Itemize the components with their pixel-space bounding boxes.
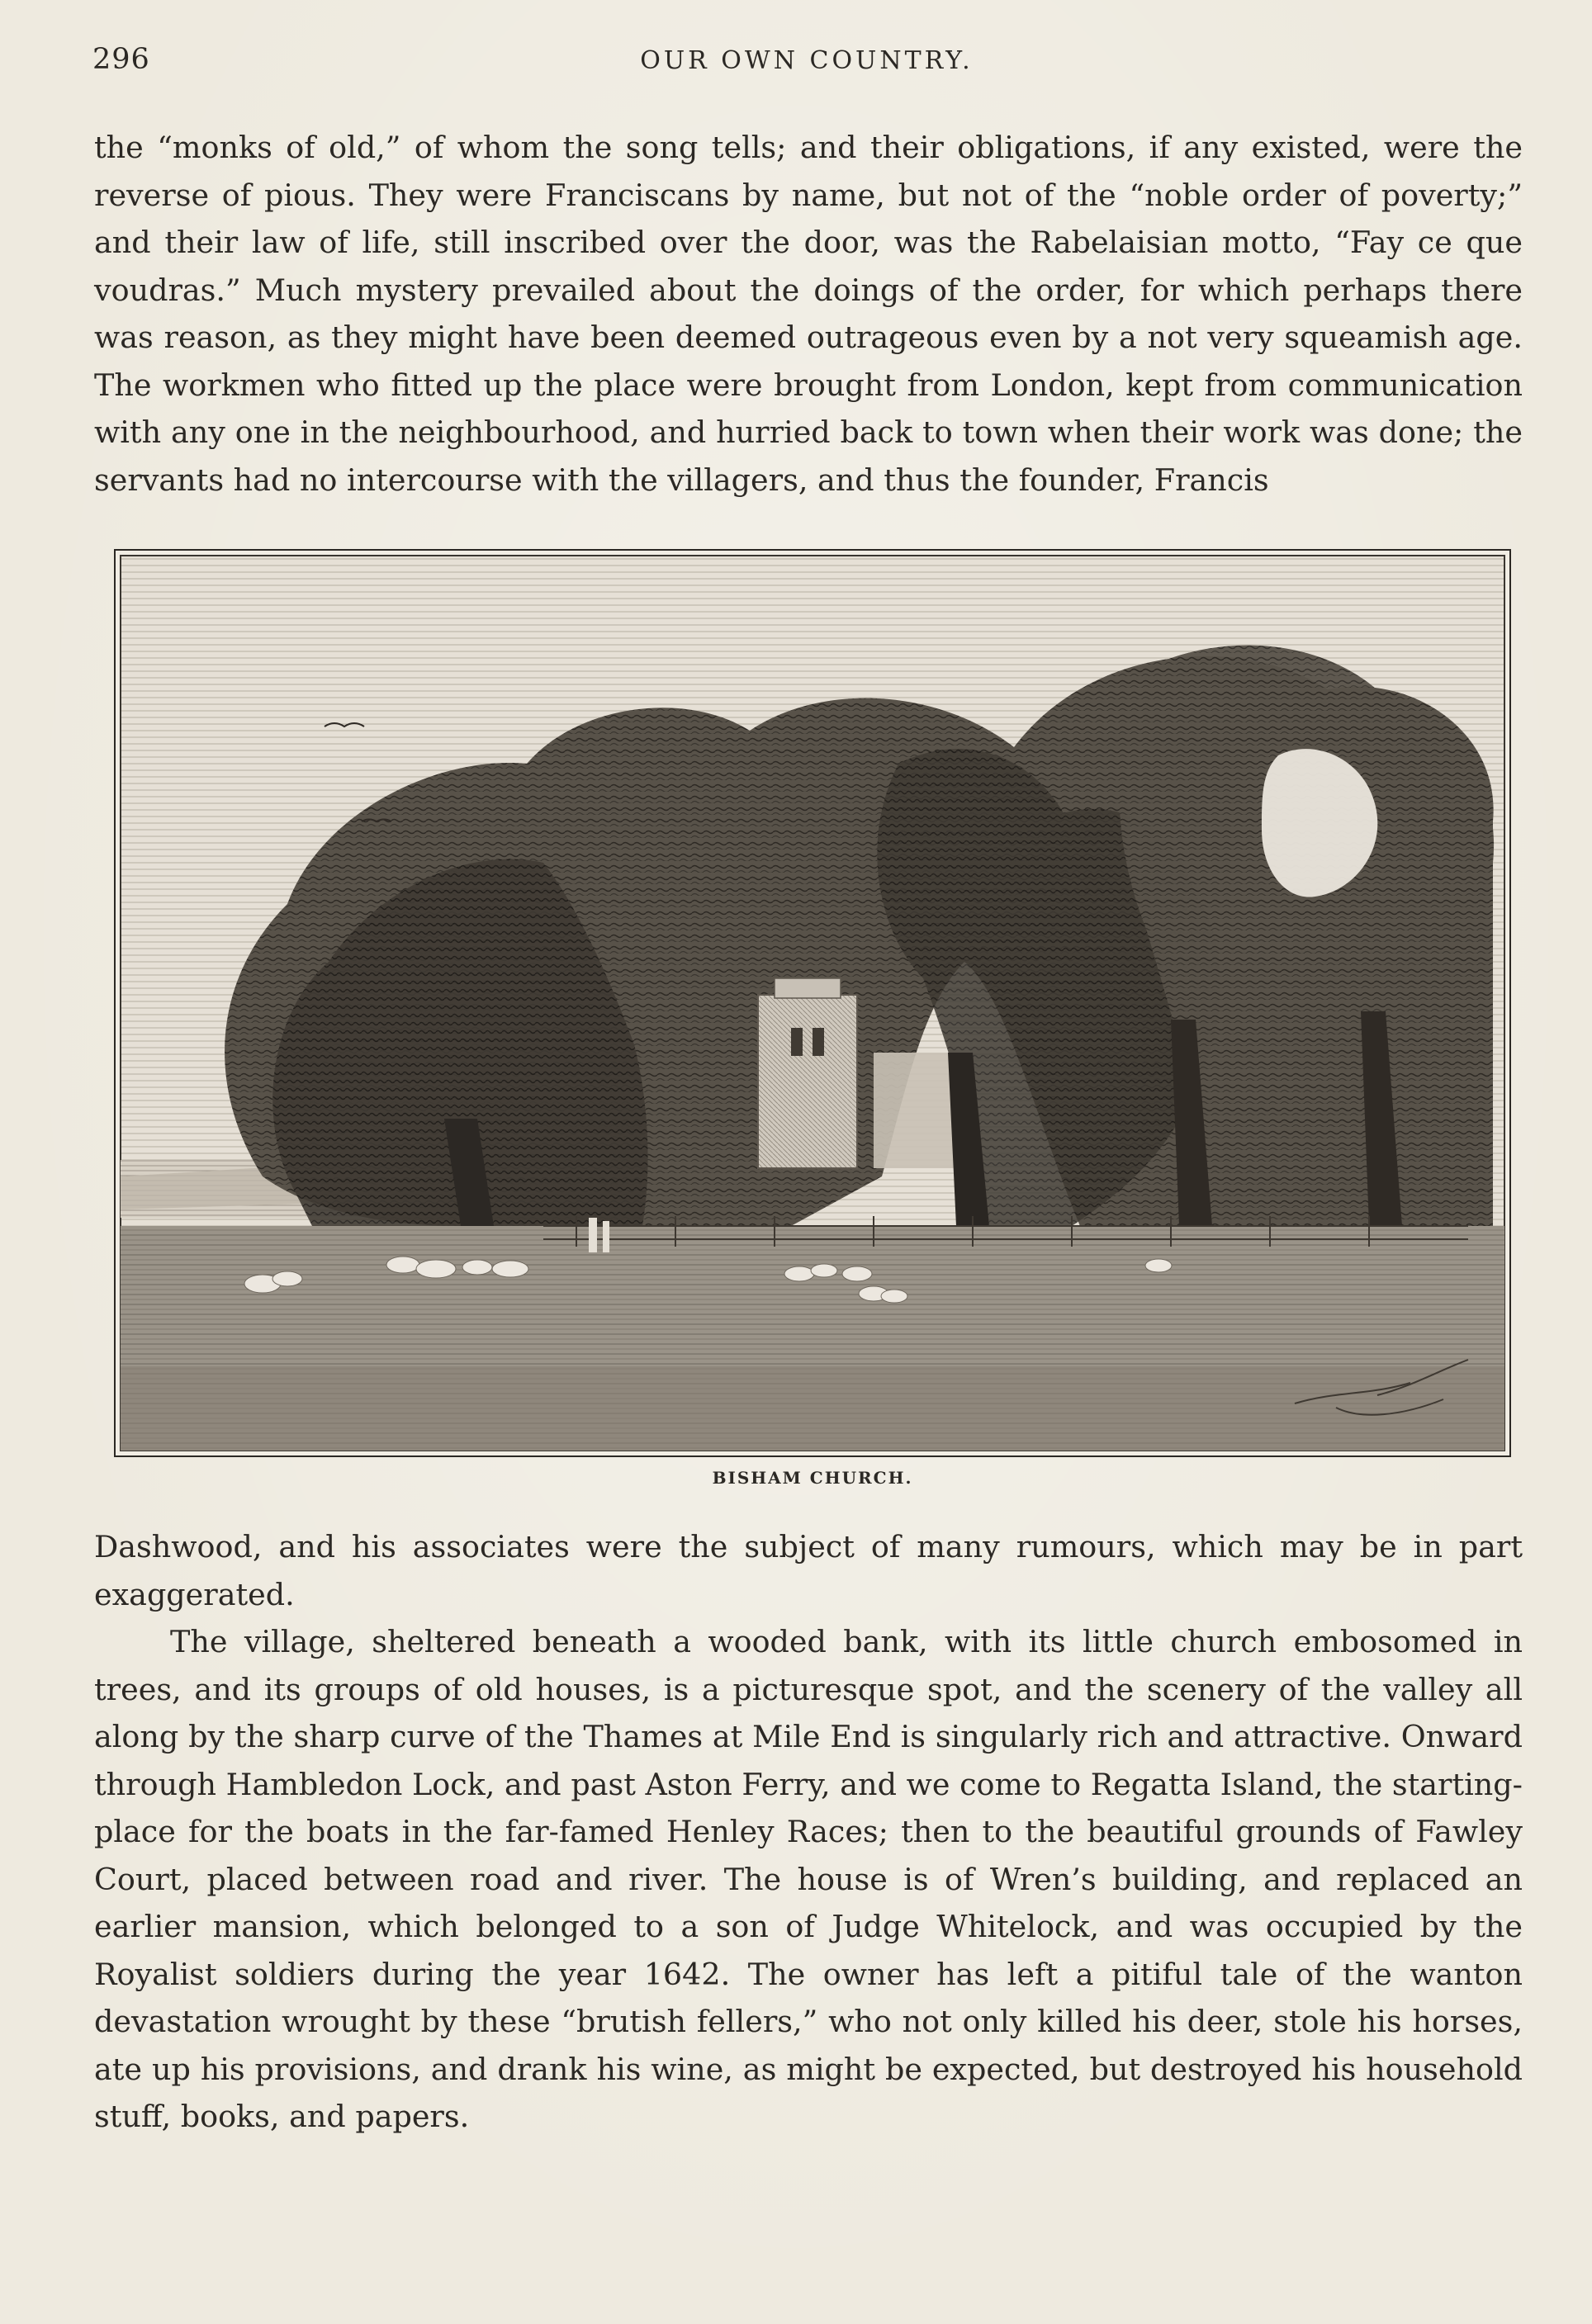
top-text-block [94, 124, 1523, 504]
bottom-text-block [94, 1523, 1523, 2141]
page-number: 296 [92, 43, 150, 76]
top-paragraph: the “monks of old,” of whom the song tells; and their obligations, if any existed, were the reverse of pious. They were Franciscans by name, but not of the “noble order of poverty;” and their law of life, still inscribed over the door, was the Rabelaisian motto, “Fay ce que voudras.” Much mystery prevailed about the doings of the order, for which perhaps there was reason, as they might have been deemed outrageous even by a not very squeamish age. The workmen who fitted up the place were brought from London, kept from communication with any one in the neighbourhood, and hurried back to town when their work was done; the servants had no intercourse with the villagers, and thus the founder, Francis [94, 130, 1523, 498]
bisham-church-engraving [114, 549, 1511, 1457]
engraving-illustration [114, 549, 1511, 1457]
bottom-paragraph-1: Dashwood, and his associates were the subject of many rumours, which may be in part exaggerated. [94, 1529, 1523, 1612]
running-head: OUR OWN COUNTRY. [640, 46, 974, 75]
bottom-paragraph-2: The village, sheltered beneath a wooded bank, with its little church embosomed in trees, and its groups of old houses, is a picturesque spot, and the scenery of the valley all along by the sharp curve of the Thames at Mile End is singularly rich and attractive. Onward through Hambledon Lock, and past Aston Ferry, and we come to Regatta Island, the starting-place for the boats in the far-famed Henley Races; then to the beautiful grounds of Fawley Court, placed between road and river. The house is of Wren’s building, and replaced an earlier mansion, which belonged to a son of Judge Whitelock, and was occupied by the Royalist soldiers during the year 1642. The owner has left a pitiful tale of the wanton devastation wrought by these “brutish fellers,” who not only killed his deer, stole his horses, ate up his provisions, and drank his wine, as might be expected, but destroyed his household stuff, books, and papers. [94, 1624, 1523, 2134]
page-header [92, 43, 1521, 84]
figure-caption: BISHAM CHURCH. [712, 1468, 913, 1488]
